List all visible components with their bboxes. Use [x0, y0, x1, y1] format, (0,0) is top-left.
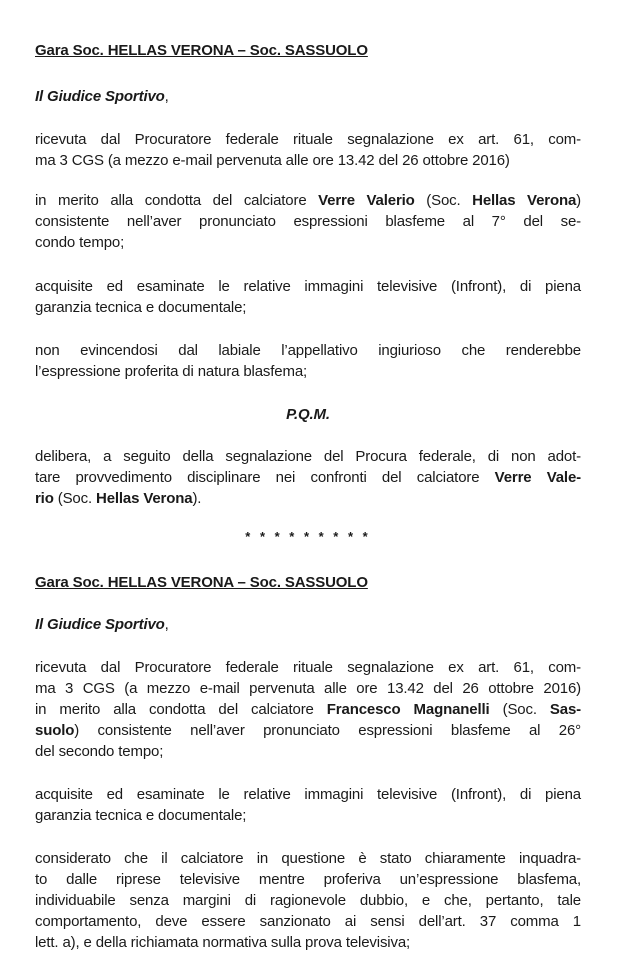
paragraph-line: consistente nell’aver pronunciato espressioni blasfeme al 7° del se-	[35, 213, 581, 230]
judge-comma: ,	[164, 616, 169, 633]
text-run: in merito alla condotta del calciatore	[35, 192, 319, 209]
paragraph-line: l’espressione proferita di natura blasfema;	[35, 363, 308, 380]
player-name: Verre Valerio	[318, 192, 415, 209]
club-name: suolo	[35, 722, 75, 739]
paragraph-line: ricevuta dal Procuratore federale rituale segnalazione ex art. 61, com-	[35, 659, 581, 676]
text-run: ).	[192, 490, 202, 507]
club-name: Hellas Verona	[96, 490, 193, 507]
text-run: tare provvedimento disciplinare nei confronti del calciatore	[35, 469, 495, 486]
text-run: (Soc.	[489, 701, 550, 718]
paragraph-line: garanzia tecnica e documentale;	[35, 299, 247, 316]
text-run: )	[576, 192, 582, 209]
judge-heading	[35, 614, 581, 635]
player-name: Verre Vale-	[494, 469, 581, 486]
paragraph-line: comportamento, deve essere sanzionato ai sensi dell’art. 37 comma 1	[35, 913, 581, 930]
paragraph-line	[35, 699, 581, 720]
club-name: Sas-	[549, 701, 581, 718]
paragraph-line	[35, 190, 581, 211]
text-run: ) consistente nell’aver pronunciato espressioni blasfeme al 26°	[74, 722, 581, 739]
text-run: in merito alla condotta del calciatore	[35, 701, 327, 718]
pqm-heading: P.Q.M.	[286, 406, 330, 423]
player-name: rio	[35, 490, 54, 507]
paragraph-line: ma 3 CGS (a mezzo e-mail pervenuta alle ore 13.42 del 26 ottobre 2016)	[35, 680, 581, 697]
paragraph-line	[35, 467, 581, 488]
paragraph-line	[35, 720, 581, 741]
paragraph-line: delibera, a seguito della segnalazione del Procura federale, di non adot-	[35, 448, 581, 465]
text-run: (Soc.	[53, 490, 97, 507]
player-name: Francesco Magnanelli	[326, 701, 490, 718]
paragraph-line: ma 3 CGS (a mezzo e-mail pervenuta alle ore 13.42 del 26 ottobre 2016)	[35, 152, 510, 169]
paragraph-line: garanzia tecnica e documentale;	[35, 807, 247, 824]
text-run: (Soc.	[414, 192, 473, 209]
paragraph-line: condo tempo;	[35, 234, 125, 251]
paragraph-line: non evincendosi dal labiale l’appellativo ingiurioso che renderebbe	[35, 342, 581, 359]
paragraph-line: ricevuta dal Procuratore federale rituale segnalazione ex art. 61, com-	[35, 131, 581, 148]
club-name: Hellas Verona	[472, 192, 577, 209]
paragraph-line: del secondo tempo;	[35, 743, 164, 760]
paragraph-line	[35, 488, 581, 509]
judge-label: Il Giudice Sportivo	[35, 616, 165, 633]
section-separator: * * * * * * * * *	[245, 529, 371, 544]
match-title: Gara Soc. HELLAS VERONA – Soc. SASSUOLO	[35, 42, 368, 59]
match-title: Gara Soc. HELLAS VERONA – Soc. SASSUOLO	[35, 574, 368, 591]
judge-comma: ,	[164, 88, 169, 105]
paragraph-line: acquisite ed esaminate le relative immagini televisive (Infront), di piena	[35, 278, 581, 295]
paragraph-line: individuabile senza margini di ragionevole dubbio, e che, pertanto, tale	[35, 892, 581, 909]
judge-heading	[35, 86, 581, 107]
paragraph-line: lett. a), e della richiamata normativa sulla prova televisiva;	[35, 934, 411, 951]
paragraph-line: acquisite ed esaminate le relative immagini televisive (Infront), di piena	[35, 786, 581, 803]
paragraph-line: to dalle riprese televisive mentre proferiva un’espressione blasfema,	[35, 871, 581, 888]
judge-label: Il Giudice Sportivo	[35, 88, 165, 105]
paragraph-line: considerato che il calciatore in questione è stato chiaramente inquadra-	[35, 850, 581, 867]
